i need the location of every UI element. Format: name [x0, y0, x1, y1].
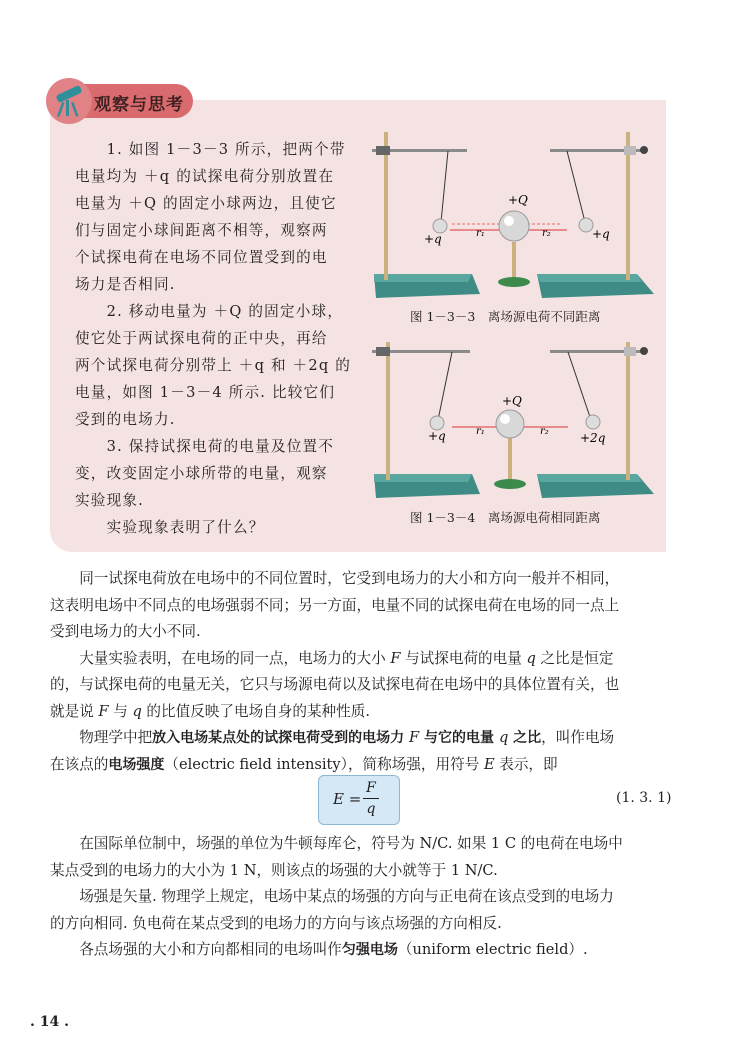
figure-caption: 图 1－3－3 离场源电荷不同距离 — [410, 309, 601, 324]
text-line — [50, 858, 690, 885]
math-symbol: F — [98, 702, 109, 720]
text-segment: 同一试探电荷放在电场中的不同位置时，它受到电场力的大小和方向一般并不相同， — [50, 570, 620, 587]
source-charge-label: +Q — [502, 394, 522, 408]
formula-denominator: q — [366, 801, 376, 817]
text-segment: 各点场强的大小和方向都相同的电场叫作 — [50, 941, 342, 958]
question-line: 两个试探电荷分别带上 ＋q 和 ＋2q 的 — [75, 357, 352, 374]
section-header — [48, 84, 193, 118]
math-symbol: q — [132, 702, 142, 720]
equation-number: (1. 3. 1) — [616, 790, 672, 806]
text-segment: 表示，即 — [494, 755, 558, 773]
text-segment: 之比是恒定 — [535, 649, 614, 667]
question-line: 2. 移动电量为 ＋Q 的固定小球， — [75, 303, 344, 320]
text-line — [50, 831, 690, 858]
text-segment: （electric field intensity），简称场强，用符号 — [164, 755, 484, 773]
left-charge-label: +q — [428, 429, 446, 443]
text-segment: 的方向相同. 负电荷在某点受到的电场力的方向与该点场强的方向相反. — [50, 914, 502, 932]
bold-term: 与它的电量 — [419, 730, 499, 746]
text-line — [50, 937, 690, 964]
text-segment: 大量实验表明，在电场的同一点，电场力的大小 — [50, 649, 391, 667]
formula-box — [318, 775, 400, 825]
right-charge-label: +q — [592, 227, 610, 241]
text-segment: （uniform electric field）. — [397, 941, 588, 958]
text-line — [50, 593, 690, 620]
r2-label: r₂ — [542, 228, 551, 239]
question-line: 变，改变固定小球所带的电量，观察 — [75, 465, 328, 482]
text-segment: 在该点的 — [50, 755, 109, 773]
text-line — [50, 884, 690, 911]
text-segment: 与 — [108, 702, 133, 720]
math-symbol: E — [483, 755, 495, 773]
body-text — [50, 566, 690, 964]
bold-term: 电场强度 — [108, 756, 165, 773]
text-line — [50, 619, 690, 646]
text-line — [50, 725, 690, 752]
text-segment: ，叫作电场 — [541, 729, 615, 746]
text-segment: 这表明电场中不同点的电场强弱不同；另一方面，电量不同的试探电荷在电场的同一点上 — [50, 596, 620, 614]
r2-label: r₂ — [540, 426, 549, 437]
math-symbol: q — [498, 729, 509, 746]
telescope-icon — [46, 78, 92, 124]
figure-1-3-4-illustration — [362, 332, 662, 502]
question-line: 场力是否相同. — [75, 276, 176, 293]
source-charge-label: +Q — [508, 193, 528, 207]
math-symbol: q — [526, 649, 536, 667]
text-line — [50, 672, 690, 699]
left-charge-label: +q — [424, 232, 442, 246]
bold-term: 放入电场某点处的试探电荷受到的电场力 — [152, 730, 410, 746]
text-segment: 与试探电荷的电量 — [400, 649, 527, 667]
question-line: 1. 如图 1－3－3 所示，把两个带 — [75, 141, 346, 158]
question-line: 电量为 ＋Q 的固定小球两边，且使它 — [75, 195, 337, 212]
text-segment: 的，与试探电荷的电量无关，它只与场源电荷以及试探电荷在电场中的具体位置有关，也 — [50, 676, 620, 693]
right-charge-label: +2q — [580, 431, 606, 445]
question-line: 们与固定小球间距离不相等，观察两 — [75, 222, 328, 239]
text-line — [50, 566, 690, 593]
text-line — [50, 699, 690, 726]
figure-1-3-4 — [362, 332, 662, 525]
text-segment: 的比值反映了电场自身的某种性质. — [141, 702, 370, 720]
question-line: 受到的电场力. — [75, 411, 176, 428]
figure-1-3-3-illustration — [362, 122, 662, 302]
text-segment: 受到电场力的大小不同. — [50, 623, 201, 640]
question-line: 个试探电荷在电场不同位置受到的电 — [75, 249, 328, 266]
text-segment: 在国际单位制中，场强的单位为牛顿每库仑，符号为 N/C. 如果 1 C 的电荷在电场中 — [50, 835, 623, 852]
section-title: 观察与思考 — [94, 95, 184, 115]
r1-label: r₁ — [476, 426, 485, 437]
text-line — [50, 911, 690, 938]
text-segment: 物理学中把 — [50, 729, 153, 746]
text-segment: 某点受到的电场力的大小为 1 N，则该点的场强的大小就等于 1 N/C. — [50, 861, 498, 879]
question-line: 电量，如图 1－3－4 所示. 比较它们 — [75, 384, 336, 401]
formula-numerator: F — [366, 780, 376, 796]
formula-fraction — [363, 780, 379, 817]
question-line: 使它处于两试探电荷的正中央，再给 — [75, 330, 328, 347]
question-line: 3. 保持试探电荷的电量及位置不 — [75, 438, 335, 455]
text-line — [50, 646, 690, 673]
math-symbol: F — [409, 729, 420, 746]
page-number: . 14 . — [30, 1014, 69, 1030]
question-line: 实验现象表明了什么？ — [75, 519, 265, 536]
bold-term: 之比 — [508, 730, 542, 746]
figure-1-3-3 — [362, 122, 662, 324]
question-line: 实验现象. — [75, 492, 145, 509]
math-symbol: F — [390, 649, 401, 667]
r1-label: r₁ — [476, 228, 485, 239]
figure-caption: 图 1－3－4 离场源电荷相同距离 — [410, 510, 601, 525]
text-segment: 场强是矢量. 物理学上规定，电场中某点的场强的方向与正电荷在该点受到的电场力 — [50, 888, 614, 905]
formula-lhs: E = — [333, 790, 362, 808]
question-line: 电量均为 ＋q 的试探电荷分别放置在 — [75, 168, 335, 185]
observe-questions — [75, 136, 352, 541]
text-segment: 就是说 — [50, 702, 99, 720]
bold-term: 匀强电场 — [341, 942, 398, 958]
